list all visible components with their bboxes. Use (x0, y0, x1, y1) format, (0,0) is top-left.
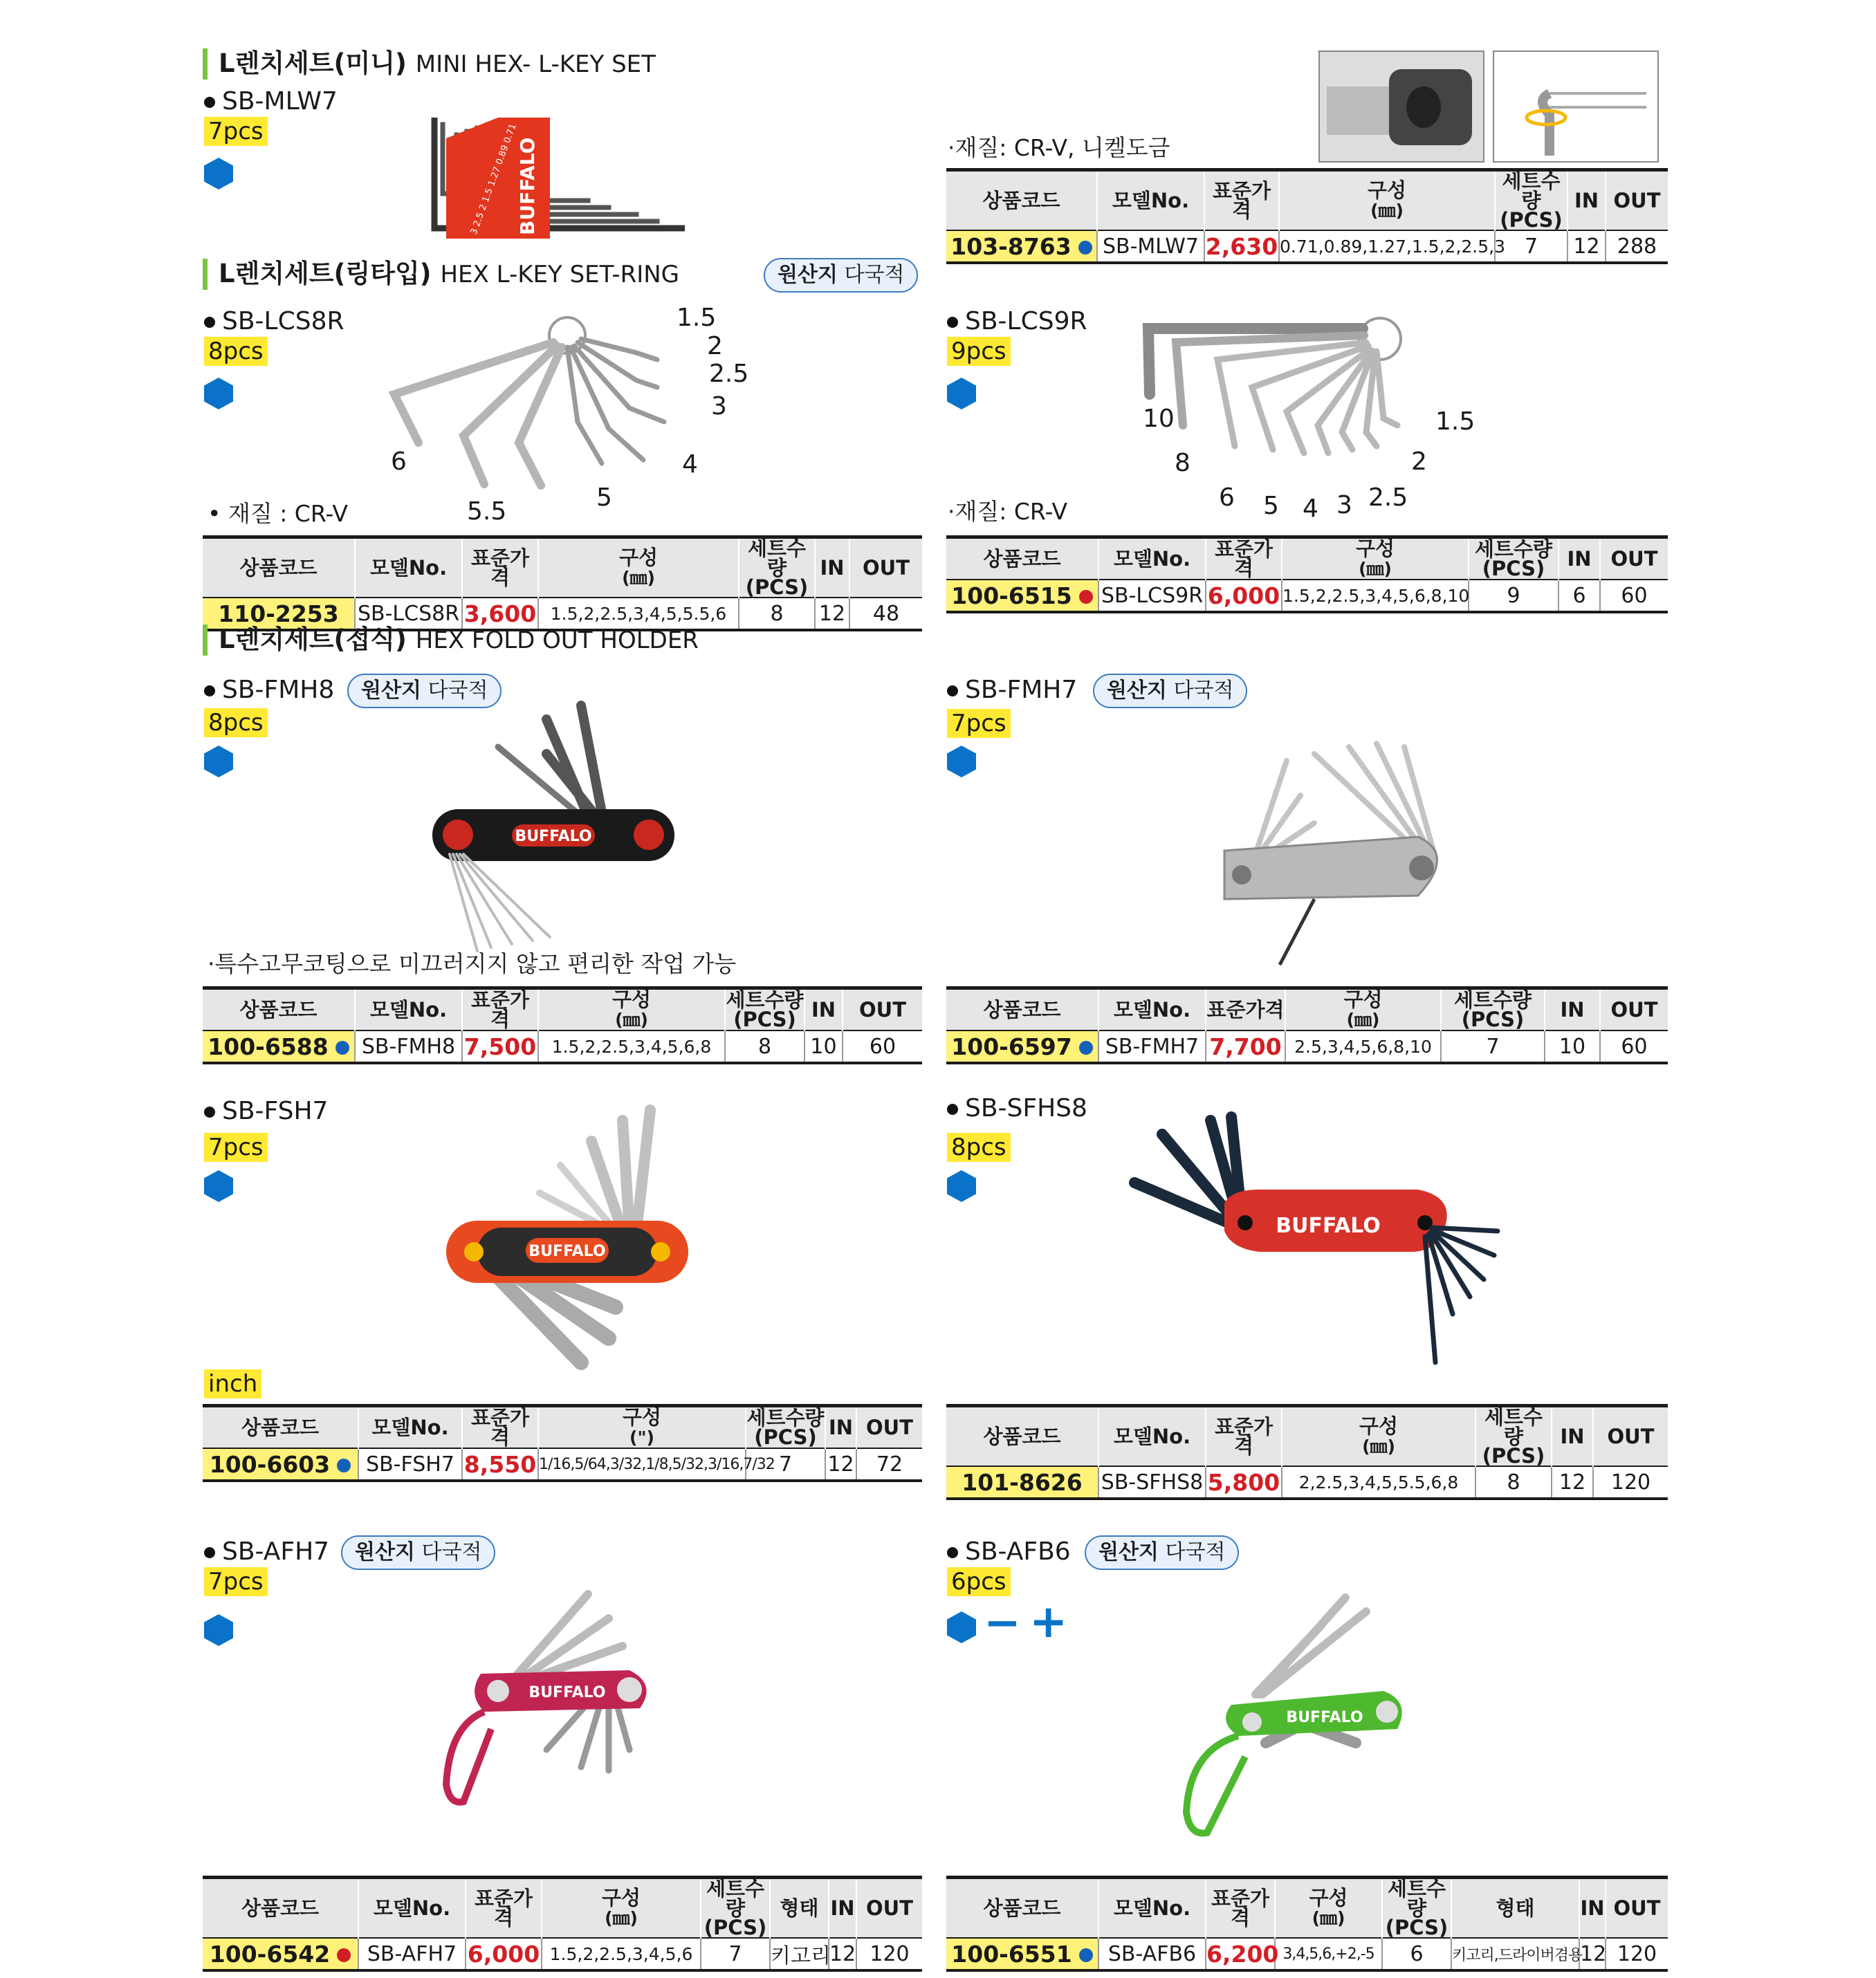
size-label: 6 (1219, 483, 1235, 512)
table-row: 100-6588 SB-FMH8 7,500 1.5,2,2.5,3,4,5,6,8 8 10 60 (203, 1030, 922, 1063)
header-config: 구성 (㎜) (1279, 170, 1495, 231)
status-dot-blue (1079, 1948, 1093, 1962)
size-label: 5.5 (467, 497, 507, 526)
product-code: 100-6551 (946, 1938, 1098, 1970)
hex-icon (947, 1611, 976, 1643)
product-code: 100-6603 (203, 1448, 358, 1481)
size-label: 4 (1303, 494, 1318, 523)
brand-logo-text: BUFFALO (516, 137, 539, 235)
spec-table-fmh8: 상품코드 모델No. 표준가격 구성 (㎜) 세트수량 (PCS) IN OUT 100-6588 SB-FMH8 7,500 1.5,2,2.5,3,4,5,6,8 8 10 60 (203, 986, 922, 1064)
status-dot-red (1079, 590, 1093, 604)
status-dot-red (337, 1948, 351, 1962)
brand-logo-text: BUFFALO (528, 1684, 606, 1701)
size-label: 3 (711, 392, 727, 420)
header-model: 모델No. (1097, 170, 1204, 231)
status-dot-blue (337, 1459, 351, 1472)
model-sb-fsh7: SB-FSH7 (204, 1096, 328, 1127)
model-sb-fmh8: SB-FMH8 (204, 675, 334, 705)
hex-icon (204, 1170, 233, 1202)
hex-icon (204, 158, 233, 190)
pcs-badge: 7pcs (204, 1567, 268, 1596)
product-thumbnail-rotation (1493, 50, 1659, 163)
product-image-lcs8r (380, 304, 726, 505)
product-code: 100-6597 (946, 1030, 1098, 1063)
minus-icon: − (984, 1598, 1021, 1649)
spec-table-fsh7: 상품코드 모델No. 표준가격 구성 (") 세트수량 (PCS) IN OUT 100-6603 SB-FSH7 8,550 1/16,5/64,3/32,1/8,5/32,3/16,7/32 7 12 72 (203, 1404, 922, 1482)
pcs-badge: 6pcs (947, 1567, 1011, 1596)
material-note: ·재질: CR-V (948, 498, 1068, 525)
plus-icon: + (1029, 1595, 1068, 1648)
model-sb-lcs8r: SB-LCS8R (204, 306, 344, 337)
pcs-badge: 9pcs (947, 337, 1011, 366)
product-image-afh7 (443, 1591, 678, 1812)
product-code: 103-8763 (946, 230, 1097, 263)
hex-icon (204, 746, 233, 777)
section-title-mini: L렌치세트(미니) MINI HEX- L-KEY SET (203, 48, 656, 80)
size-label: 1.5 (1435, 407, 1475, 436)
product-image-fsh7 (436, 1100, 699, 1376)
size-label: 5 (596, 483, 612, 512)
size-label: 2 (1411, 447, 1427, 476)
cell-set: 7 (1495, 230, 1567, 263)
table-row: 100-6515 SB-LCS9R 6,000 1.5,2,2.5,3,4,5,6,8,10 9 6 60 (946, 580, 1668, 612)
header-set: 세트수량 (PCS) (1495, 170, 1567, 231)
pcs-badge: 7pcs (204, 117, 268, 146)
size-label: 1.5 (677, 304, 717, 332)
spec-table-lcs9r: 상품코드 모델No. 표준가격 구성 (㎜) 세트수량 (PCS) IN OUT 100-6515 SB-LCS9R 6,000 1.5,2,2.5,3,4,5,6,8,10 9 6 60 (946, 535, 1668, 613)
pcs-badge: 8pcs (947, 1133, 1011, 1162)
table-row: 100-6597 SB-FMH7 7,700 2.5,3,4,5,6,8,10 7 10 60 (946, 1030, 1668, 1063)
status-dot-blue (1079, 1041, 1093, 1055)
model-sb-afh7: SB-AFH7 (204, 1537, 329, 1567)
spec-table-afb6: 상품코드 모델No. 표준가격 구성 (㎜) 세트수량 (PCS) 형태 IN OUT 100-6551 SB-AFB6 6,200 3,4,5,6,+2,-5 6 키고리,드라이버겸용 12 120 (946, 1876, 1668, 1972)
material-note: ·재질: CR-V, 니켈도금 (948, 134, 1170, 161)
product-image-afb6 (1176, 1591, 1453, 1854)
section-title-ring: L렌치세트(링타입) HEX L-KEY SET-RING (203, 259, 679, 290)
product-image-sfhs8 (1121, 1107, 1508, 1369)
product-image-fmh8 (422, 699, 685, 954)
model-sb-sfhs8: SB-SFHS8 (947, 1093, 1087, 1124)
brand-logo-text: BUFFALO (528, 1243, 606, 1260)
pcs-badge: 8pcs (204, 337, 268, 366)
cell-price: 2,630 (1204, 230, 1279, 263)
model-sb-afb6: SB-AFB6 (947, 1537, 1071, 1567)
model-sb-fmh7: SB-FMH7 (947, 675, 1077, 705)
section-title-fold: L렌치세트(접식) HEX FOLD OUT HOLDER (203, 625, 699, 656)
status-dot-blue (335, 1041, 349, 1055)
origin-badge: 원산지 다국적 (764, 258, 918, 293)
brand-logo-text: BUFFALO (515, 828, 592, 845)
feature-note: ·특수고무코팅으로 미끄러지지 않고 편리한 작업 가능 (208, 950, 737, 977)
product-thumbnail-socket (1318, 50, 1484, 163)
product-code: 101-8626 (946, 1466, 1098, 1499)
pcs-badge: 7pcs (947, 709, 1011, 738)
cell-out: 288 (1606, 230, 1668, 263)
table-row: 101-8626 SB-SFHS8 5,800 2,2.5,3,4,5,5.5,6,8 8 12 120 (946, 1466, 1668, 1499)
origin-badge: 원산지 다국적 (1093, 674, 1247, 708)
hex-icon (204, 378, 233, 409)
spec-table-afh7: 상품코드 모델No. 표준가격 구성 (㎜) 세트수량 (PCS) 형태 IN OUT 100-6542 SB-AFH7 6,000 1.5,2,2.5,3,4,5,6 7 키고리 12 120 (203, 1876, 922, 1972)
model-sb-mlw7: SB-MLW7 (204, 86, 338, 117)
header-code: 상품코드 (946, 170, 1097, 231)
origin-badge: 원산지 다국적 (347, 674, 502, 708)
pcs-badge: 7pcs (204, 1133, 268, 1162)
size-label: 2.5 (1368, 483, 1408, 512)
product-code: 100-6588 (203, 1030, 355, 1063)
table-row: 100-6551 SB-AFB6 6,200 3,4,5,6,+2,-5 6 키고리,드라이버겸용 12 120 (946, 1938, 1668, 1970)
spec-table-fmh7: 상품코드 모델No. 표준가격 구성 (㎜) 세트수량 (PCS) IN OUT 100-6597 SB-FMH7 7,700 2.5,3,4,5,6,8,10 7 10 60 (946, 986, 1668, 1064)
size-label: 4 (682, 450, 698, 479)
size-label: 5 (1263, 492, 1279, 520)
brand-logo-text: BUFFALO (1276, 1214, 1381, 1238)
size-label: 2 (707, 332, 723, 360)
hex-icon (947, 1170, 976, 1202)
origin-badge: 원산지 다국적 (341, 1535, 495, 1570)
table-row: 110-2253 SB-LCS8R 3,600 1.5,2,2.5,3,4,5,5.5,6 8 12 48 (203, 598, 922, 630)
header-price: 표준가격 (1204, 170, 1279, 231)
spec-table-lcs8r: 상품코드 모델No. 표준가격 구성 (㎜) 세트수량 (PCS) IN OUT 110-2253 SB-LCS8R 3,600 1.5,2,2.5,3,4,5,5.5,6 8 12 48 (203, 535, 922, 631)
spec-table-mlw7 (946, 168, 1668, 264)
table-row: 100-6603 SB-FSH7 8,550 1/16,5/64,3/32,1/8,5/32,3/16,7/32 7 12 72 (203, 1448, 922, 1481)
header-in: IN (1567, 170, 1606, 231)
product-code: 100-6542 (203, 1938, 358, 1970)
spec-table-sfhs8: 상품코드 모델No. 표준가격 구성 (㎜) 세트수량 (PCS) IN OUT 101-8626 SB-SFHS8 5,800 2,2.5,3,4,5,5.5,6,8 8 12 120 (946, 1404, 1668, 1500)
product-image-fmh7 (1211, 733, 1473, 968)
size-label: 2.5 (709, 360, 749, 388)
header-out: OUT (1606, 170, 1668, 231)
hex-icon (947, 746, 976, 777)
cell-in: 12 (1567, 230, 1606, 263)
sizes-label: 3 2.5 2 1.5 1.27 0.89 0.71 (468, 122, 519, 237)
cell-model: SB-MLW7 (1097, 230, 1204, 263)
size-label: 8 (1175, 449, 1190, 477)
hex-icon (947, 378, 976, 409)
product-code: 100-6515 (946, 580, 1098, 612)
size-label: 10 (1143, 405, 1175, 433)
material-note: • 재질 : CR-V (208, 500, 348, 527)
origin-badge: 원산지 다국적 (1085, 1535, 1239, 1570)
status-dot-blue (1078, 241, 1092, 255)
brand-logo-text: BUFFALO (1286, 1709, 1363, 1726)
cell-config: 0.71,0.89,1.27,1.5,2,2.5,3 (1279, 230, 1495, 263)
product-code: 110-2253 (203, 598, 355, 630)
size-label: 3 (1336, 491, 1352, 519)
hex-icon (204, 1614, 233, 1646)
model-sb-lcs9r: SB-LCS9R (947, 306, 1087, 337)
pcs-badge: 8pcs (204, 708, 268, 737)
product-image-mlw7 (429, 104, 692, 242)
unit-badge-inch: inch (204, 1369, 261, 1398)
size-label: 6 (391, 447, 407, 476)
table-row (946, 230, 1668, 263)
table-row: 100-6542 SB-AFH7 6,000 1.5,2,2.5,3,4,5,6 7 키고리 12 120 (203, 1938, 922, 1970)
